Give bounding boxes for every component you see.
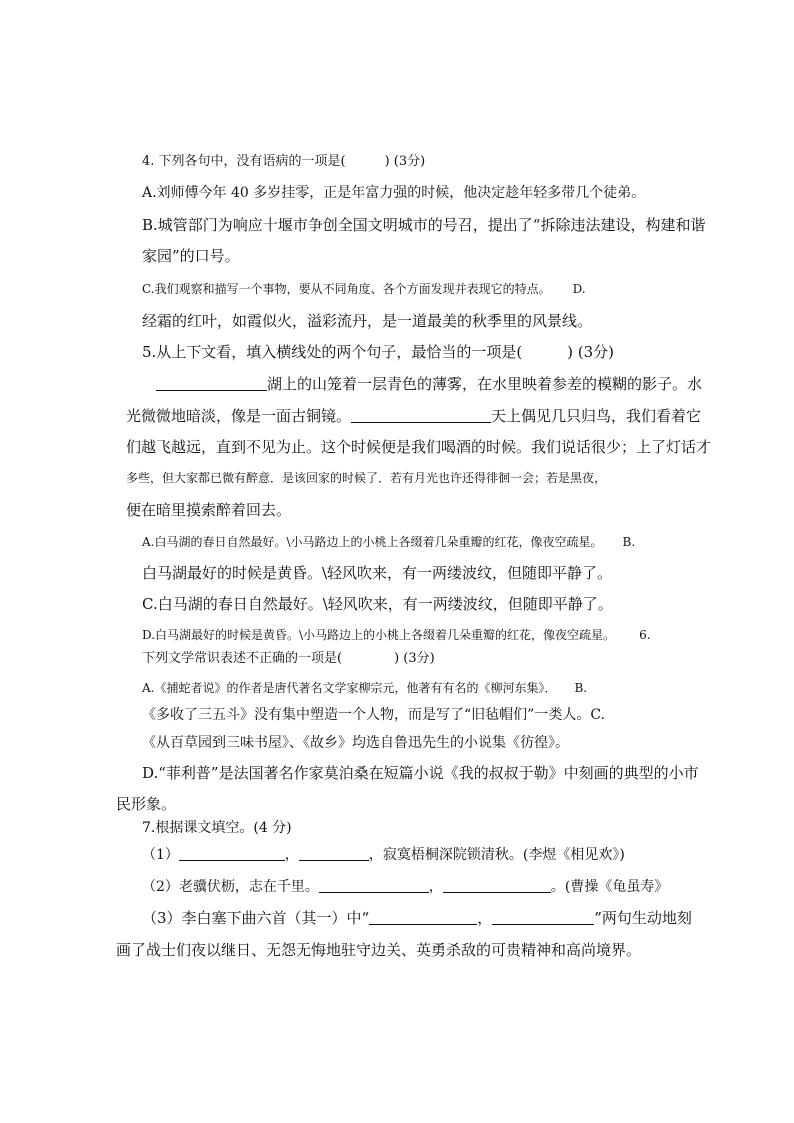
q7-sub3-line2: 画了战士们夜以继日、无怨无悔地驻守边关、英勇杀敌的可贵精神和高尚境界。 bbox=[116, 941, 642, 959]
q6-stem: 下列文学常识表述不正确的一项是( ) (3分) bbox=[142, 651, 435, 666]
q4-option-d: 经霜的红叶，如霞似火，溢彩流丹，是一道最美的秋季里的风景线。 bbox=[142, 312, 593, 330]
q5-passage-line4: 多些，但大家都已微有醉意．是该回家的时候了．若有月光也许还得徘徊一会；若是黑夜， bbox=[126, 471, 607, 485]
q7-sub3-blank-1[interactable] bbox=[369, 910, 477, 925]
q7-sub2-end: 。(曹操《龟虽寿》 bbox=[550, 879, 669, 895]
q6-number: 6. bbox=[639, 628, 651, 642]
q5-option-c: C.白马湖的春日自然最好。\轻风吹来，有一两缕波纹，但随即平静了。 bbox=[142, 595, 613, 613]
q7-sub2 bbox=[142, 877, 668, 897]
q7-sub2-blank-1[interactable] bbox=[319, 878, 429, 893]
q5-option-d: D.白马湖最好的时候是黄昏。\小马路边上的小桃上各缀着几朵重瓣的红花，像夜空疏星。 bbox=[142, 628, 616, 642]
q7-sub1-end: ，寂寞梧桐深院锁清秋。(李煜《相见欢》) bbox=[368, 847, 625, 863]
q7-sub3-comma: ， bbox=[477, 909, 493, 927]
q5-passage-line2 bbox=[126, 406, 701, 426]
q5-passage-line2-a: 光微微地暗淡，像是一面古铜镜。 bbox=[126, 407, 352, 425]
q6-option-b-label: B. bbox=[574, 681, 588, 695]
q4-stem: 4. 下列各句中，没有语病的一项是( ) (3分) bbox=[142, 154, 426, 169]
q4-option-b-line2: 家园”的口号。 bbox=[142, 247, 240, 265]
q5-passage-line1-text: 湖上的山笼着一层青色的薄雾，在水里映着参差的模糊的影子。水 bbox=[267, 375, 703, 393]
q5-option-b-label: B. bbox=[622, 535, 636, 549]
q7-sub1-blank-2[interactable] bbox=[299, 846, 369, 861]
q5-passage-line5: 便在暗里摸索醉着回去。 bbox=[126, 501, 292, 519]
q7-sub1-blank-1[interactable] bbox=[179, 846, 285, 861]
q4-option-d-label: D. bbox=[572, 282, 586, 296]
q4-option-b-line1: B.城管部门为响应十堰市争创全国文明城市的号召，提出了“拆除违法建设，构建和谐 bbox=[142, 216, 706, 234]
q7-sub2-comma: ， bbox=[428, 879, 443, 895]
q7-sub1 bbox=[142, 845, 625, 865]
q6-option-d-line1: D.“菲利普”是法国著名作家莫泊桑在短篇小说《我的叔叔于勒》中刻画的典型的小市 bbox=[142, 764, 699, 782]
q7-sub2-blank-2[interactable] bbox=[443, 878, 551, 893]
q6-option-a-line bbox=[142, 678, 587, 698]
q7-sub3-blank-2[interactable] bbox=[492, 910, 594, 925]
q5-passage-line3: 们越飞越远，直到不见为止。这个时候便是我们喝酒的时候。我们说话很少；上了灯话才 bbox=[126, 438, 712, 456]
q7-sub2-start: （2）老骥伏枥，志在千里。 bbox=[142, 879, 319, 895]
q6-option-d-line2: 民形象。 bbox=[116, 795, 177, 813]
q5-passage-line1 bbox=[156, 374, 702, 394]
q7-sub3-start: （3）李白塞下曲六首（其一）中“ bbox=[142, 909, 370, 927]
q7-sub1-comma: ， bbox=[284, 847, 299, 863]
q5-passage-line2-b: 天上偶见几只归鸟，我们看着它 bbox=[491, 407, 702, 425]
q6-option-b: 《多收了三五斗》没有集中塑造一个人物，而是写了“旧毡帽们”一类人。C. bbox=[142, 707, 605, 723]
q5-option-a-line bbox=[142, 532, 635, 552]
q6-option-a: A.《捕蛇者说》的作者是唐代著名文学家柳宗元，他著有有名的《柳河东集》． bbox=[142, 681, 557, 695]
q5-blank-2[interactable] bbox=[351, 408, 491, 423]
q5-option-b: 白马湖最好的时候是黄昏。\轻风吹来，有一两缕波纹，但随即平静了。 bbox=[142, 564, 613, 582]
q7-sub3 bbox=[142, 908, 692, 928]
q5-option-a: A.白马湖的春日自然最好。\小马路边上的小桃上各缀着几朵重瓣的红花，像夜空疏星。 bbox=[142, 535, 603, 549]
q7-sub1-number: （1） bbox=[142, 847, 179, 863]
q5-option-d-line bbox=[142, 625, 651, 645]
q4-option-a: A.刘师傅今年 40 多岁挂零，正是年富力强的时候，他决定趁年轻多带几个徒弟。 bbox=[142, 185, 646, 201]
q4-option-c bbox=[142, 279, 586, 299]
q5-stem: 5.从上下文看，填入横线处的两个句子，最恰当的一项是( ) (3分) bbox=[142, 343, 615, 361]
q6-option-c: 《从百草园到三味书屋》、《故乡》均选自鲁迅先生的小说集《彷徨》。 bbox=[142, 735, 569, 751]
q5-blank-1[interactable] bbox=[156, 376, 267, 391]
q7-sub3-end: ”两句生动地刻 bbox=[594, 909, 692, 927]
q4-option-c-text: C.我们观察和描写一个事物，要从不同角度、各个方面发现并表现它的特点。 bbox=[142, 282, 551, 296]
q7-stem: 7.根据课文填空。(4 分) bbox=[142, 820, 292, 836]
